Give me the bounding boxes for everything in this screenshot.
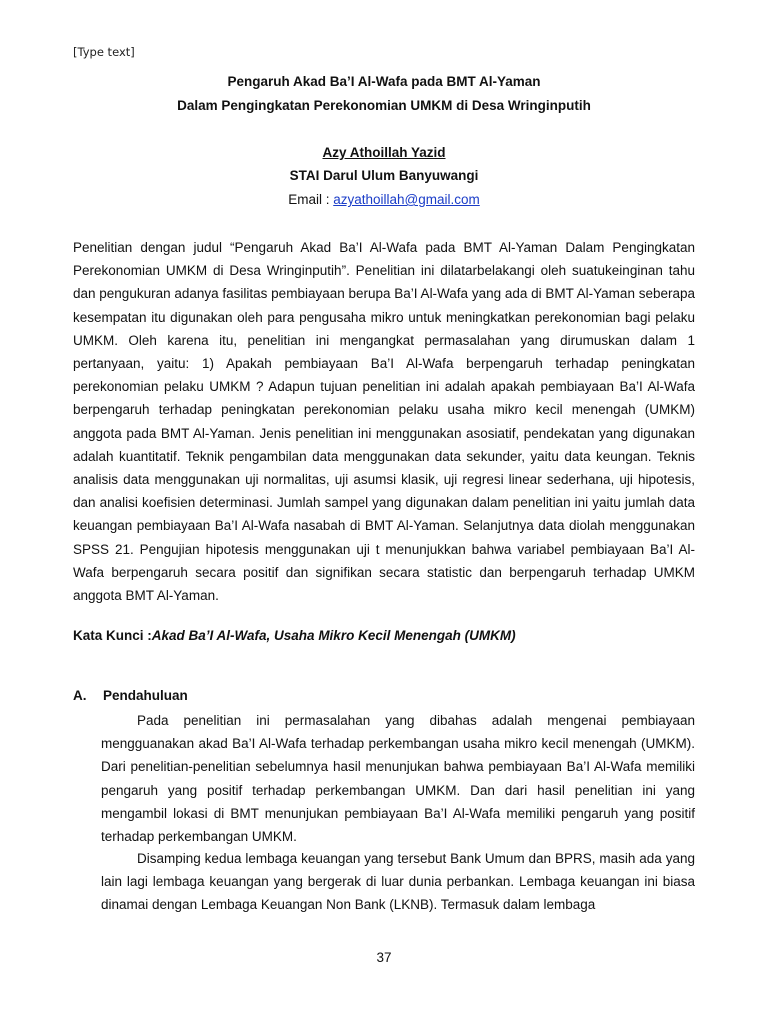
paper-title-line-1: Pengaruh Akad Ba’I Al-Wafa pada BMT Al-Yaman <box>227 74 541 89</box>
page-number: 37 <box>376 950 392 965</box>
author-affiliation: STAI Darul Ulum Banyuwangi <box>289 168 479 183</box>
header-placeholder-text: [Type text] <box>73 45 135 59</box>
author-name: Azy Athoillah Yazid <box>322 145 446 160</box>
intro-paragraph-1: Pada penelitian ini permasalahan yang dibahas adalah mengenai pembiayaan mengguanakan akad Ba’I Al-Wafa terhadap perkembangan usaha mikro kecil menengah (UMKM). Dari penelitian-penelitian sebelumnya hasil menunjukan bahwa pembiayaan Ba’I Al-Wafa memiliki pengaruh yang positif terhadap perkembangan UMKM. Dan dari hasil penelitian ini yang mengambil lokasi di BMT menunjukan pembiayaan Ba’I Al-Wafa memiliki pengaruh yang positif terhadap perkembangan UMKM. <box>101 713 695 845</box>
keywords-text: Akad Ba’I Al-Wafa, Usaha Mikro Kecil Menengah (UMKM) <box>151 628 516 643</box>
section-heading <box>73 688 188 703</box>
paper-title-line-2: Dalam Pengingkatan Perekonomian UMKM di Desa Wringinputih <box>177 98 591 113</box>
section-letter: A. <box>73 688 87 703</box>
keywords-label: Kata Kunci : <box>73 628 152 643</box>
email-label: Email : <box>288 192 334 207</box>
author-email-line <box>0 192 768 207</box>
email-link[interactable]: azyathoillah@gmail.com <box>333 192 480 207</box>
abstract-text: Penelitian dengan judul “Pengaruh Akad Ba’I Al-Wafa pada BMT Al-Yaman Dalam Pengingkatan Perekonomian UMKM di Desa Wringinputih”. Penelitian ini dilatarbelakangi oleh suatukeinginan tahu dan pengukuran adanya fasilitas pembiayaan berupa Ba’I Al-Wafa yang ada di BMT Al-Yaman seberapa kesempatan itu digunakan oleh para pengusaha mikro untuk meningkatkan perekonomian bagi pelaku UMKM. Oleh karena itu, penelitian ini mengangkat permasalahan yang dirumuskan dalam 1 pertanyaan, yaitu: 1) Apakah pembiayaan Ba’I Al-Wafa berpengaruh terhadap peningkatan perekonomian pelaku UMKM ? Adapun tujuan penelitian ini adalah apakah pembiayaan Ba’I Al-Wafa berpengaruh terhadap peningkatan perekonomian pelaku usaha mikro kecil menengah (UMKM) anggota pada BMT Al-Yaman. Jenis penelitian ini menggunakan asosiatif, pendekatan yang digunakan adalah kuantitatif. Teknik pengambilan data menggunakan data sekunder, yaitu data keungan. Teknis analisis data menggunakan uji normalitas, uji asumsi klasik, uji regresi linear sederhana, uji hipotesis, dan analisi koefisien determinasi. Jumlah sampel yang digunakan dalam penelitian ini yaitu jumlah data keuangan pembiayaan Ba’I Al-Wafa nasabah di BMT Al-Yaman. Selanjutnya data diolah menggunakan SPSS 21. Pengujian hipotesis menggunakan uji t menunjukkan bahwa variabel pembiayaan Ba’I Al-Wafa berpengaruh secara positif dan signifikan secara statistic dan berpengaruh terhadap UMKM anggota BMT Al-Yaman. <box>73 240 695 604</box>
section-title: Pendahuluan <box>103 688 188 703</box>
intro-paragraph-2: Disamping kedua lembaga keuangan yang tersebut Bank Umum dan BPRS, masih ada yang lain lagi lembaga keuangan yang bergerak di luar dunia perbankan. Lembaga keuangan ini biasa dinamai dengan Lembaga Keuangan Non Bank (LKNB). Termasuk dalam lembaga <box>101 851 695 913</box>
keywords <box>73 628 516 643</box>
